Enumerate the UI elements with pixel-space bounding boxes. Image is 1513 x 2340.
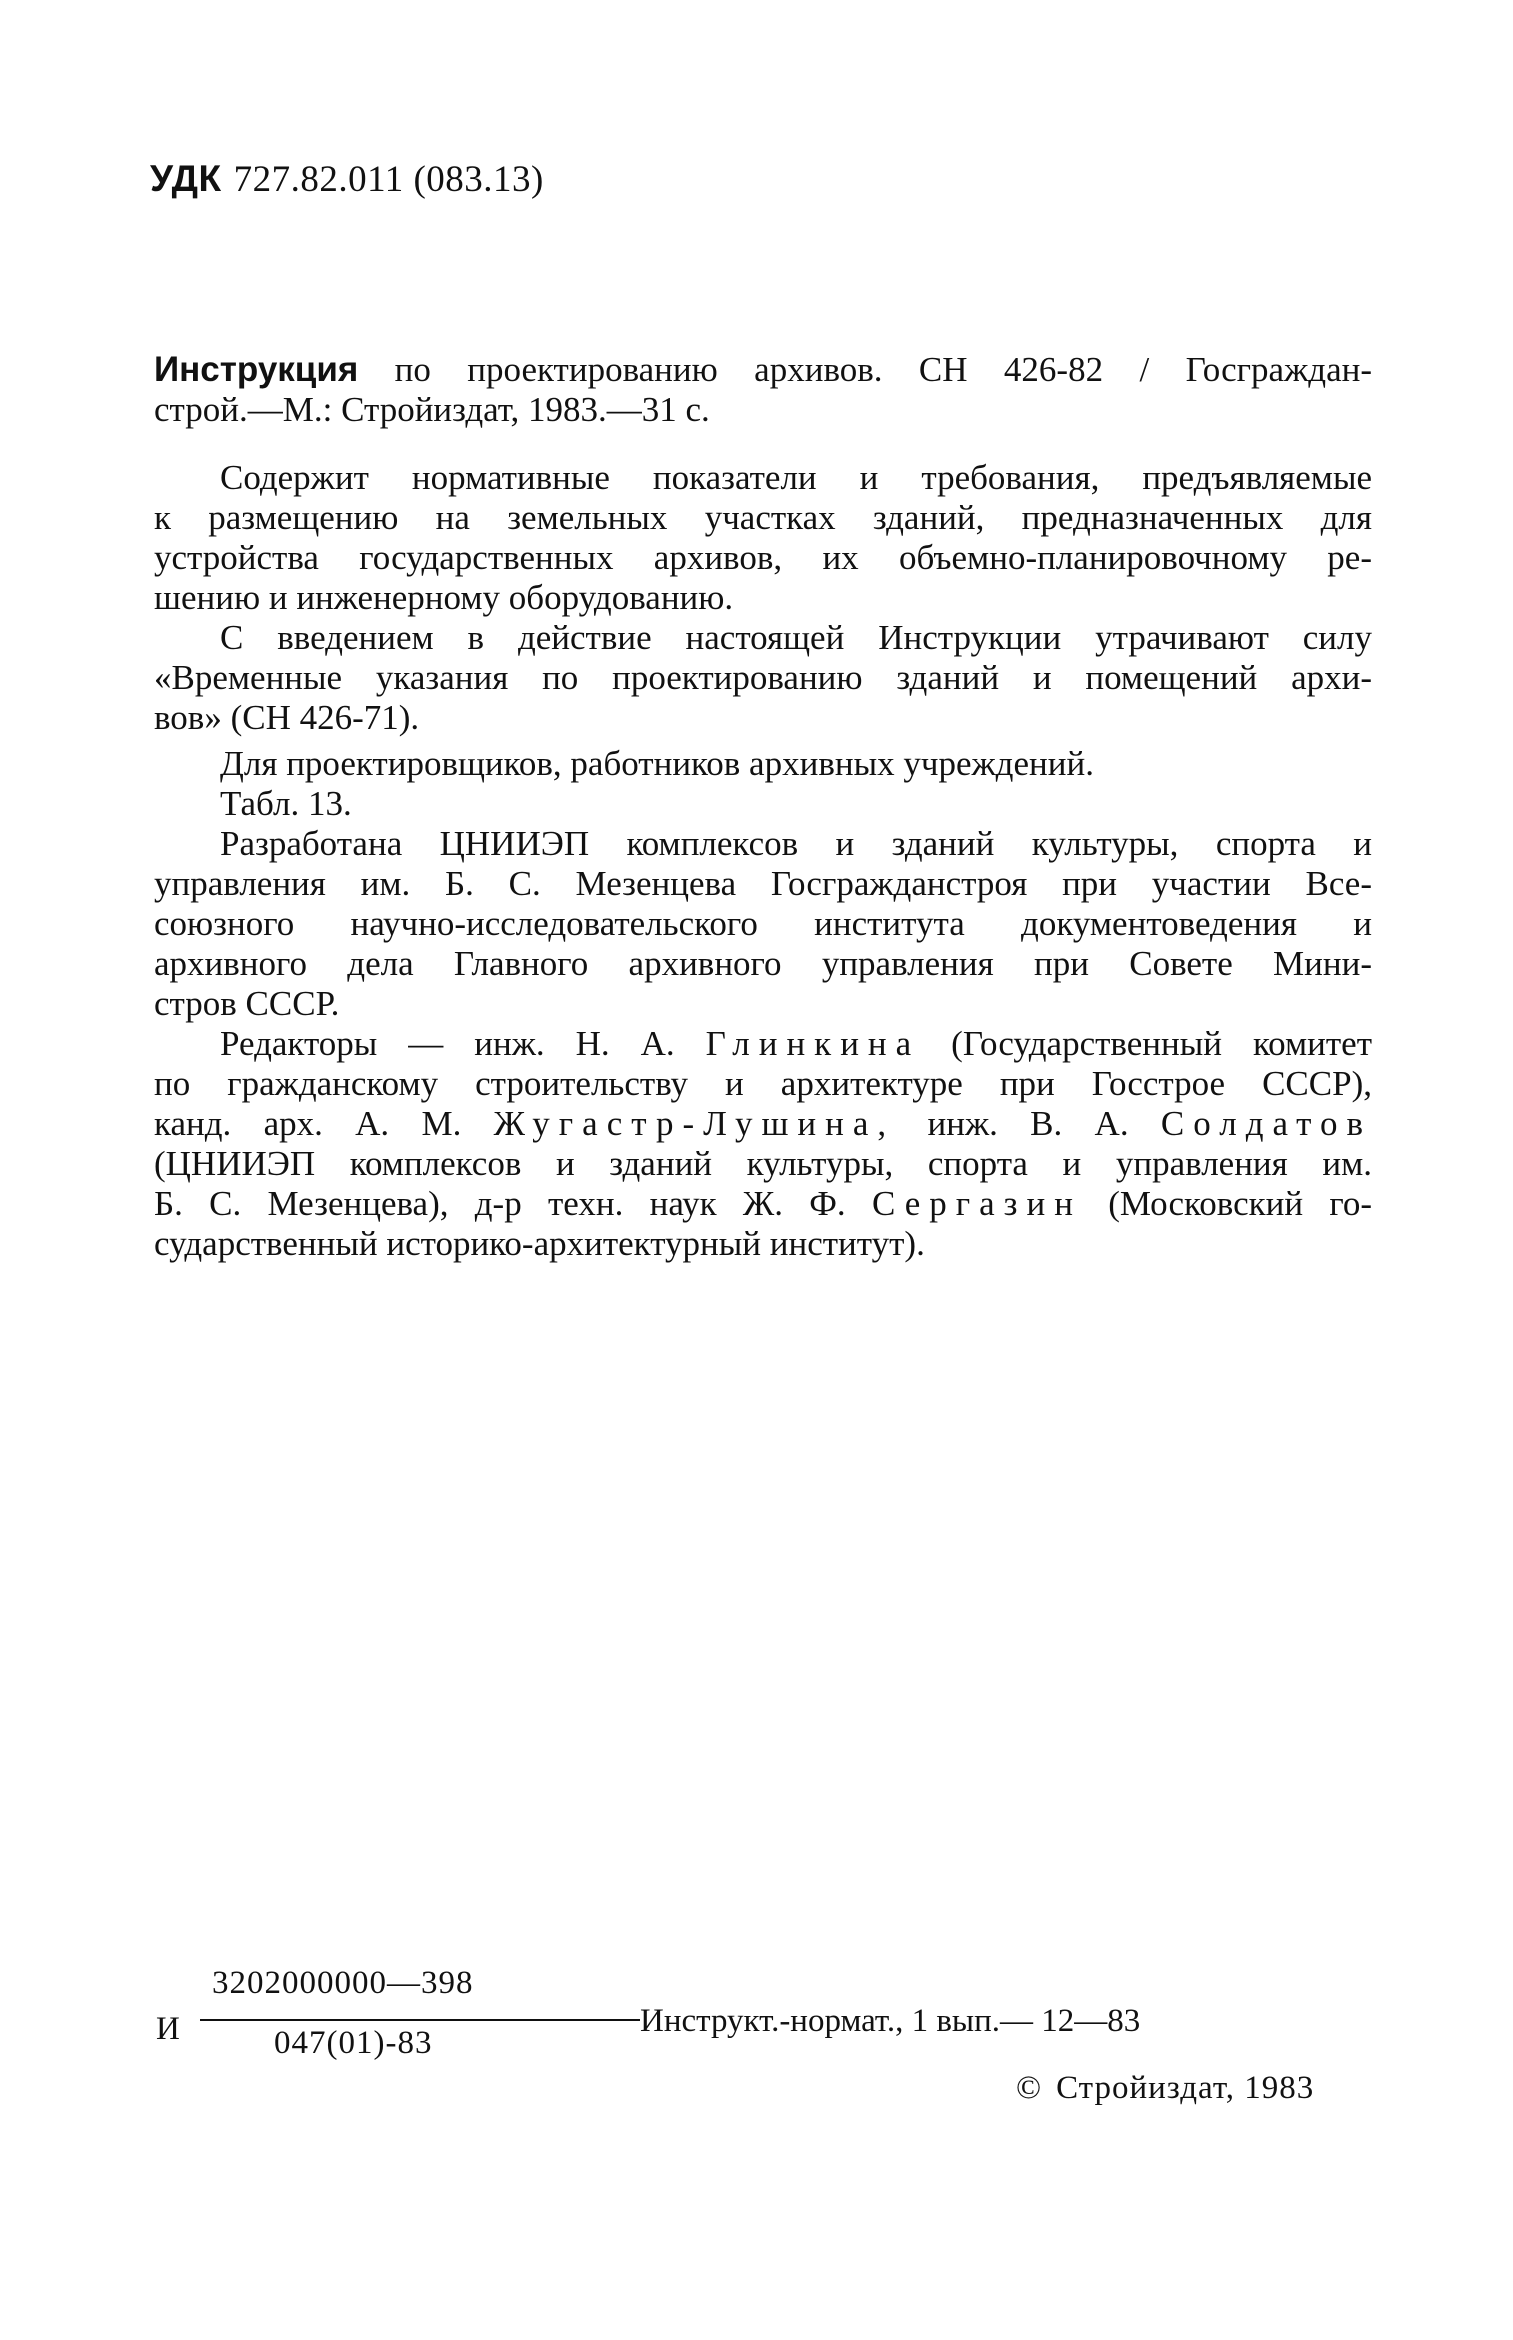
citation-title: Инструкция	[154, 350, 359, 389]
udk-label: УДК	[150, 158, 222, 199]
editors-line-6: сударственный историко-архитектурный институт).	[154, 1224, 925, 1263]
editors-text: инж. В. А.	[927, 1104, 1129, 1143]
citation-line-1-text: по проектированию архивов. СН 426-82 / Госграждан-	[394, 350, 1372, 389]
imprint-denominator: 047(01)-83	[274, 2025, 433, 2061]
copyright-icon: ©	[1016, 2070, 1043, 2106]
citation-line-1	[154, 350, 1372, 390]
editors-text: Редакторы — инж. Н. А.	[220, 1024, 675, 1063]
bibliographic-block	[154, 350, 1372, 1264]
editor-name: Солдатов	[1160, 1104, 1373, 1143]
editors-line-3	[154, 1104, 1372, 1144]
annotation-developer	[154, 824, 1372, 1024]
editors-line-5	[154, 1184, 1372, 1224]
imprint-letter: И	[156, 2011, 180, 2047]
annotation-line: стров СССР.	[154, 984, 340, 1023]
annotation-line: к размещению на земельных участках зданий, предназначенных для	[154, 498, 1372, 537]
annotation-line: С введением в действие настоящей Инструкции утрачивают силу	[220, 618, 1372, 657]
annotation-line: устройства государственных архивов, их объемно-планировочному ре-	[154, 538, 1372, 577]
annotation-line: архивного дела Главного архивного управления при Совете Мини-	[154, 944, 1372, 983]
editors-text: (Московский го-	[1108, 1184, 1373, 1223]
imprint-numerator: 3202000000—398	[212, 1965, 474, 2001]
editor-name: Глинкина	[705, 1024, 921, 1063]
udk-number: 727.82.011 (083.13)	[233, 159, 544, 200]
editor-name: Сергазин	[871, 1184, 1082, 1223]
editors-text: (Государственный комитет	[951, 1024, 1373, 1063]
annotation-line: «Временные указания по проектированию зданий и помещений архи-	[154, 658, 1372, 697]
annotation-line: шению и инженерному оборудованию.	[154, 578, 734, 617]
annotation-line: Разработана ЦНИИЭП комплексов и зданий культуры, спорта и	[220, 824, 1372, 863]
editors-text: канд. арх. А. М.	[154, 1104, 462, 1143]
annotation-tables: Табл. 13.	[220, 784, 352, 823]
annotation-line: союзного научно-исследовательского института документоведения и	[154, 904, 1372, 943]
editors-line-2: по гражданскому строительству и архитектуре при Госстрое СССР),	[154, 1064, 1372, 1103]
annotation-paragraph-2	[154, 618, 1372, 738]
copyright-line	[1016, 2070, 1314, 2107]
udk-code	[150, 158, 544, 201]
editors-block	[154, 1024, 1372, 1264]
editors-line-1	[154, 1024, 1372, 1064]
copyright-text: Стройиздат, 1983	[1056, 2070, 1315, 2106]
annotation-paragraph-1	[154, 458, 1372, 618]
annotation-line: вов» (СН 426-71).	[154, 698, 420, 737]
citation-line-2: строй.—М.: Стройиздат, 1983.—31 с.	[154, 390, 710, 429]
editor-name: Жугастр-Лушина,	[493, 1104, 896, 1143]
editors-text: Б. С. Мезенцева), д-р техн. наук Ж. Ф.	[154, 1184, 846, 1223]
imprint-fraction-rule	[200, 2019, 640, 2021]
annotation-audience: Для проектировщиков, работников архивных учреждений.	[220, 744, 1094, 783]
annotation-line: Содержит нормативные показатели и требования, предъявляемые	[220, 458, 1372, 497]
annotation-line: управления им. Б. С. Мезенцева Госгражданстроя при участии Все-	[154, 864, 1372, 903]
imprint-issue: Инструкт.-нормат., 1 вып.— 12—83	[640, 2003, 1141, 2039]
editors-line-4: (ЦНИИЭП комплексов и зданий культуры, спорта и управления им.	[154, 1144, 1372, 1183]
